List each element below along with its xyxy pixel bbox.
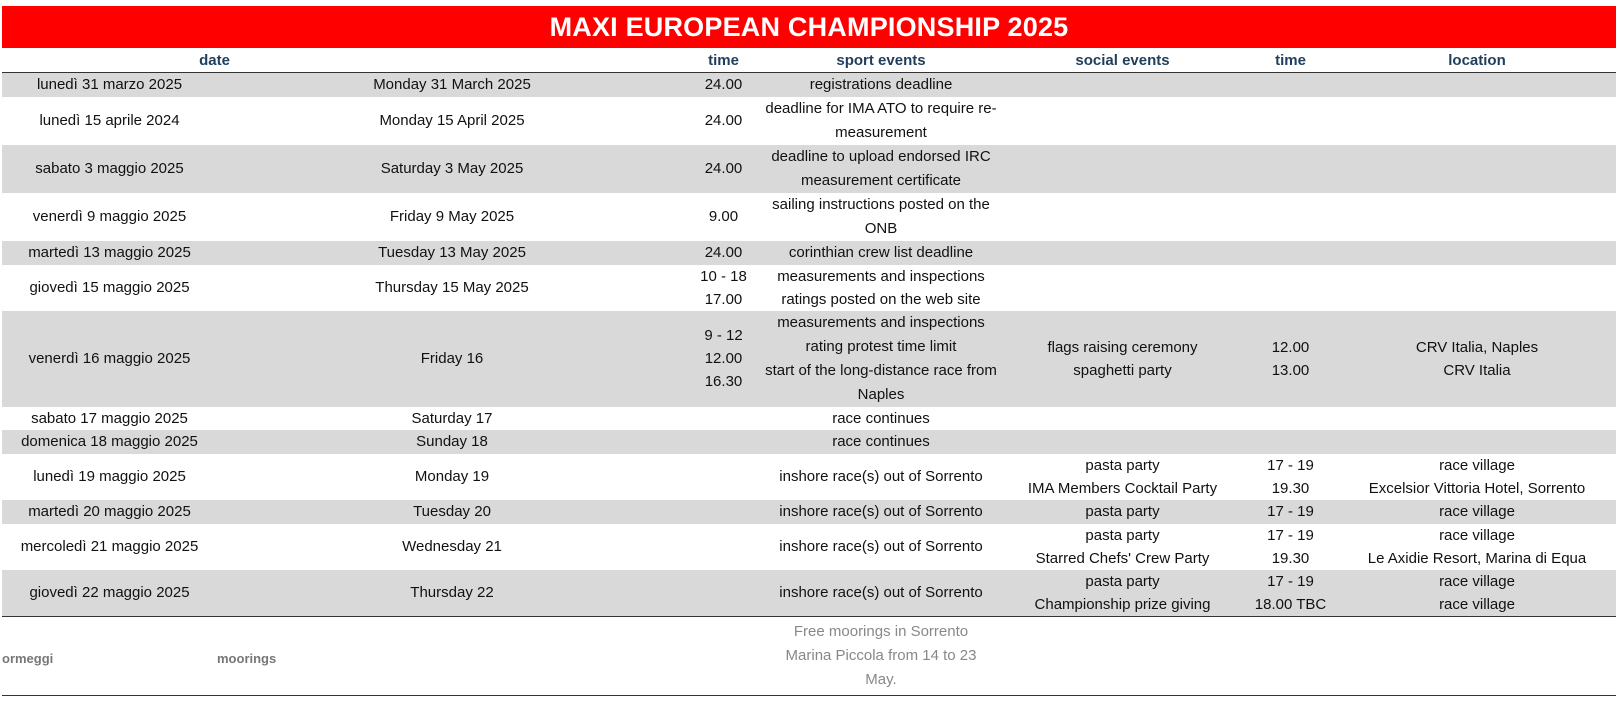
social-time: [1243, 407, 1338, 430]
date-italian: giovedì 22 maggio 2025: [2, 570, 217, 617]
social-event: [1002, 145, 1243, 193]
social-event: [1002, 524, 1243, 570]
event-location-line: race village: [1439, 456, 1515, 474]
sport-time: [687, 311, 760, 407]
event-location-line: race village: [1439, 572, 1515, 590]
sport-event: [760, 570, 1002, 617]
social-time-line: 17 - 19: [1267, 526, 1314, 544]
sport-time-line: 16.30: [704, 373, 743, 390]
page-title: MAXI EUROPEAN CHAMPIONSHIP 2025: [2, 6, 1616, 48]
date-english: Wednesday 21: [402, 538, 502, 555]
sport-event-line: ratings posted on the web site: [781, 290, 981, 308]
sport-time: [687, 407, 760, 430]
social-time-line: 17 - 19: [1267, 572, 1314, 590]
event-location: [1338, 454, 1616, 500]
header-row: [2, 48, 1616, 73]
schedule-sheet: [2, 6, 1616, 696]
sport-event-line: inshore race(s) out of Sorrento: [779, 538, 983, 555]
header-location: location: [1338, 48, 1616, 73]
sport-event: [760, 193, 1002, 241]
social-time: [1243, 265, 1338, 311]
date-english: Friday 16: [217, 311, 687, 407]
social-time: [1243, 73, 1338, 97]
social-event: [1002, 500, 1243, 524]
schedule-row: [2, 430, 1616, 454]
date-english: Thursday 22: [217, 570, 687, 617]
date-italian: sabato 17 maggio 2025: [31, 409, 188, 427]
sport-time: [687, 97, 760, 145]
social-event-line: pasta party: [1085, 456, 1160, 474]
schedule-row: [2, 407, 1616, 430]
sport-event: [760, 407, 1002, 430]
date-italian: venerdì 16 maggio 2025: [2, 311, 217, 407]
sport-time-line: 24.00: [704, 244, 743, 261]
sport-event-line: race continues: [832, 409, 930, 427]
social-event-line: Championship prize giving: [1034, 595, 1211, 613]
date-english: Tuesday 13 May 2025: [217, 241, 687, 265]
sport-event-line: inshore race(s) out of Sorrento: [779, 468, 983, 485]
event-location-line: Le Axidie Resort, Marina di Equa: [1367, 549, 1587, 567]
social-event-line: IMA Members Cocktail Party: [1027, 479, 1218, 497]
social-time: [1243, 241, 1338, 265]
event-location: [1338, 407, 1616, 430]
sport-time: [687, 454, 760, 500]
social-event-line: Starred Chefs' Crew Party: [1035, 549, 1210, 567]
sport-time-line: 10 - 18: [700, 267, 747, 285]
social-time: [1243, 311, 1338, 407]
schedule-row: [2, 311, 1616, 407]
schedule-row: [2, 97, 1616, 145]
sport-event-text: deadline to upload endorsed IRC measurement certificate: [771, 147, 991, 189]
moorings-note: Free moorings in Sorrento Marina Piccola from 14 to 23 May.: [760, 616, 1002, 695]
sport-time: [687, 241, 760, 265]
event-location: [1338, 265, 1616, 311]
social-time-line: 17 - 19: [1267, 456, 1314, 474]
sport-event: [760, 454, 1002, 500]
social-time-line: 13.00: [1271, 361, 1310, 379]
event-location: [1338, 145, 1616, 193]
sport-event-text: measurements and inspections: [777, 313, 985, 331]
sport-event: [760, 73, 1002, 97]
date-english: Sunday 18: [217, 430, 687, 454]
schedule-row: [2, 193, 1616, 241]
social-time: [1243, 500, 1338, 524]
sport-event-line: corinthian crew list deadline: [788, 244, 974, 261]
header-blank: [427, 48, 687, 73]
sport-time-line: 24.00: [704, 160, 743, 177]
date-english: Monday 19: [414, 468, 490, 485]
sport-event-line: measurements and inspections: [777, 267, 985, 285]
sport-event: [760, 311, 1002, 407]
social-event: [1002, 265, 1243, 311]
date-italian: lunedì 31 marzo 2025: [2, 73, 217, 97]
sport-time-line: 24.00: [704, 76, 743, 94]
sport-time-line: 9.00: [708, 208, 739, 225]
social-event: [1002, 311, 1243, 407]
date-english: Tuesday 20: [217, 500, 687, 524]
social-event: [1002, 570, 1243, 617]
sport-time: [687, 524, 760, 570]
sport-time: [687, 193, 760, 241]
event-location-line: CRV Italia, Naples: [1415, 338, 1539, 356]
event-location: [1338, 430, 1616, 454]
sport-time-line: 17.00: [704, 290, 743, 308]
event-location-line: CRV Italia: [1443, 361, 1511, 379]
schedule-row: [2, 73, 1616, 97]
event-location: [1338, 570, 1616, 617]
social-time-line: 17 - 19: [1267, 503, 1314, 520]
moorings-label-english: moorings: [217, 616, 760, 695]
sport-time-line: 12.00: [704, 350, 743, 367]
date-italian: giovedì 15 maggio 2025: [29, 279, 190, 296]
event-location: [1338, 73, 1616, 97]
sport-event: [760, 430, 1002, 454]
sport-time: [687, 265, 760, 311]
date-italian: martedì 13 maggio 2025: [2, 241, 217, 265]
sport-event: [760, 524, 1002, 570]
date-english: Friday 9 May 2025: [389, 208, 515, 225]
social-time: [1243, 145, 1338, 193]
social-event-line: pasta party: [1085, 503, 1160, 520]
event-location-line: race village: [1439, 503, 1515, 520]
social-time-line: 12.00: [1271, 338, 1310, 356]
sport-time: [687, 73, 760, 97]
date-italian: venerdì 9 maggio 2025: [32, 208, 187, 225]
sport-event-text: deadline for IMA ATO to require re-measurement: [765, 99, 997, 141]
sport-event: [760, 145, 1002, 193]
sport-event: [760, 500, 1002, 524]
social-event: [1002, 97, 1243, 145]
sport-event: [760, 97, 1002, 145]
event-location: [1338, 193, 1616, 241]
date-english: Saturday 3 May 2025: [217, 145, 687, 193]
sport-event-text: rating protest time limit: [805, 337, 957, 355]
event-location-line: race village: [1439, 595, 1515, 613]
date-english: Monday 31 March 2025: [217, 73, 687, 97]
social-time-line: 19.30: [1271, 549, 1310, 567]
event-location: [1338, 97, 1616, 145]
date-english: Thursday 15 May 2025: [375, 279, 529, 296]
event-location: [1338, 241, 1616, 265]
event-location: [1338, 524, 1616, 570]
date-italian: domenica 18 maggio 2025: [2, 430, 217, 454]
social-time-line: 18.00 TBC: [1254, 595, 1327, 613]
date-italian: lunedì 15 aprile 2024: [39, 112, 180, 129]
schedule-row: [2, 265, 1616, 311]
moorings-blank: [1002, 616, 1616, 695]
sport-event-line: inshore race(s) out of Sorrento: [779, 503, 983, 520]
schedule-row: [2, 524, 1616, 570]
social-time: [1243, 524, 1338, 570]
schedule-row: [2, 145, 1616, 193]
schedule-row: [2, 500, 1616, 524]
date-english: Saturday 17: [411, 409, 493, 427]
sport-time: [687, 570, 760, 617]
social-event: [1002, 73, 1243, 97]
date-italian: martedì 20 maggio 2025: [2, 500, 217, 524]
date-italian: lunedì 19 maggio 2025: [33, 468, 186, 485]
sport-event: [760, 241, 1002, 265]
social-event-line: spaghetti party: [1073, 361, 1172, 379]
social-time: [1243, 430, 1338, 454]
social-time: [1243, 193, 1338, 241]
social-time: [1243, 570, 1338, 617]
social-event: [1002, 407, 1243, 430]
social-event: [1002, 454, 1243, 500]
social-event-line: flags raising ceremony: [1047, 338, 1198, 356]
schedule-row: [2, 570, 1616, 617]
social-event: [1002, 241, 1243, 265]
header-social-events: social events: [1002, 48, 1243, 73]
schedule-row: [2, 241, 1616, 265]
moorings-label-italian: ormeggi: [2, 616, 217, 695]
sport-time: [687, 145, 760, 193]
social-event: [1002, 193, 1243, 241]
sport-event-text: start of the long-distance race from Naples: [765, 361, 997, 403]
schedule-row: [2, 454, 1616, 500]
sport-event-line: registrations deadline: [809, 76, 953, 94]
header-sport-events: sport events: [760, 48, 1002, 73]
event-location: [1338, 311, 1616, 407]
event-location: [1338, 500, 1616, 524]
social-event-line: pasta party: [1085, 572, 1160, 590]
date-english: Monday 15 April 2025: [379, 112, 525, 129]
sport-time-line: 9 - 12: [704, 327, 743, 344]
event-location-line: race village: [1439, 526, 1515, 544]
sport-time: [687, 500, 760, 524]
sport-time-line: 24.00: [704, 112, 743, 129]
sport-time: [687, 430, 760, 454]
moorings-row: [2, 616, 1616, 695]
header-date: date: [2, 48, 427, 73]
schedule-table: [2, 48, 1616, 696]
sport-event-line: race continues: [832, 433, 930, 450]
sport-event-line: inshore race(s) out of Sorrento: [779, 584, 983, 601]
date-italian: mercoledì 21 maggio 2025: [20, 538, 199, 555]
header-social-time: time: [1243, 48, 1338, 73]
social-time: [1243, 454, 1338, 500]
header-time: time: [687, 48, 760, 73]
event-location-line: Excelsior Vittoria Hotel, Sorrento: [1368, 479, 1586, 497]
social-event-line: pasta party: [1085, 526, 1160, 544]
sport-event-text: sailing instructions posted on the ONB: [772, 195, 990, 237]
date-italian: sabato 3 maggio 2025: [2, 145, 217, 193]
social-time: [1243, 97, 1338, 145]
sport-event: [760, 265, 1002, 311]
social-time-line: 19.30: [1271, 479, 1310, 497]
social-event: [1002, 430, 1243, 454]
